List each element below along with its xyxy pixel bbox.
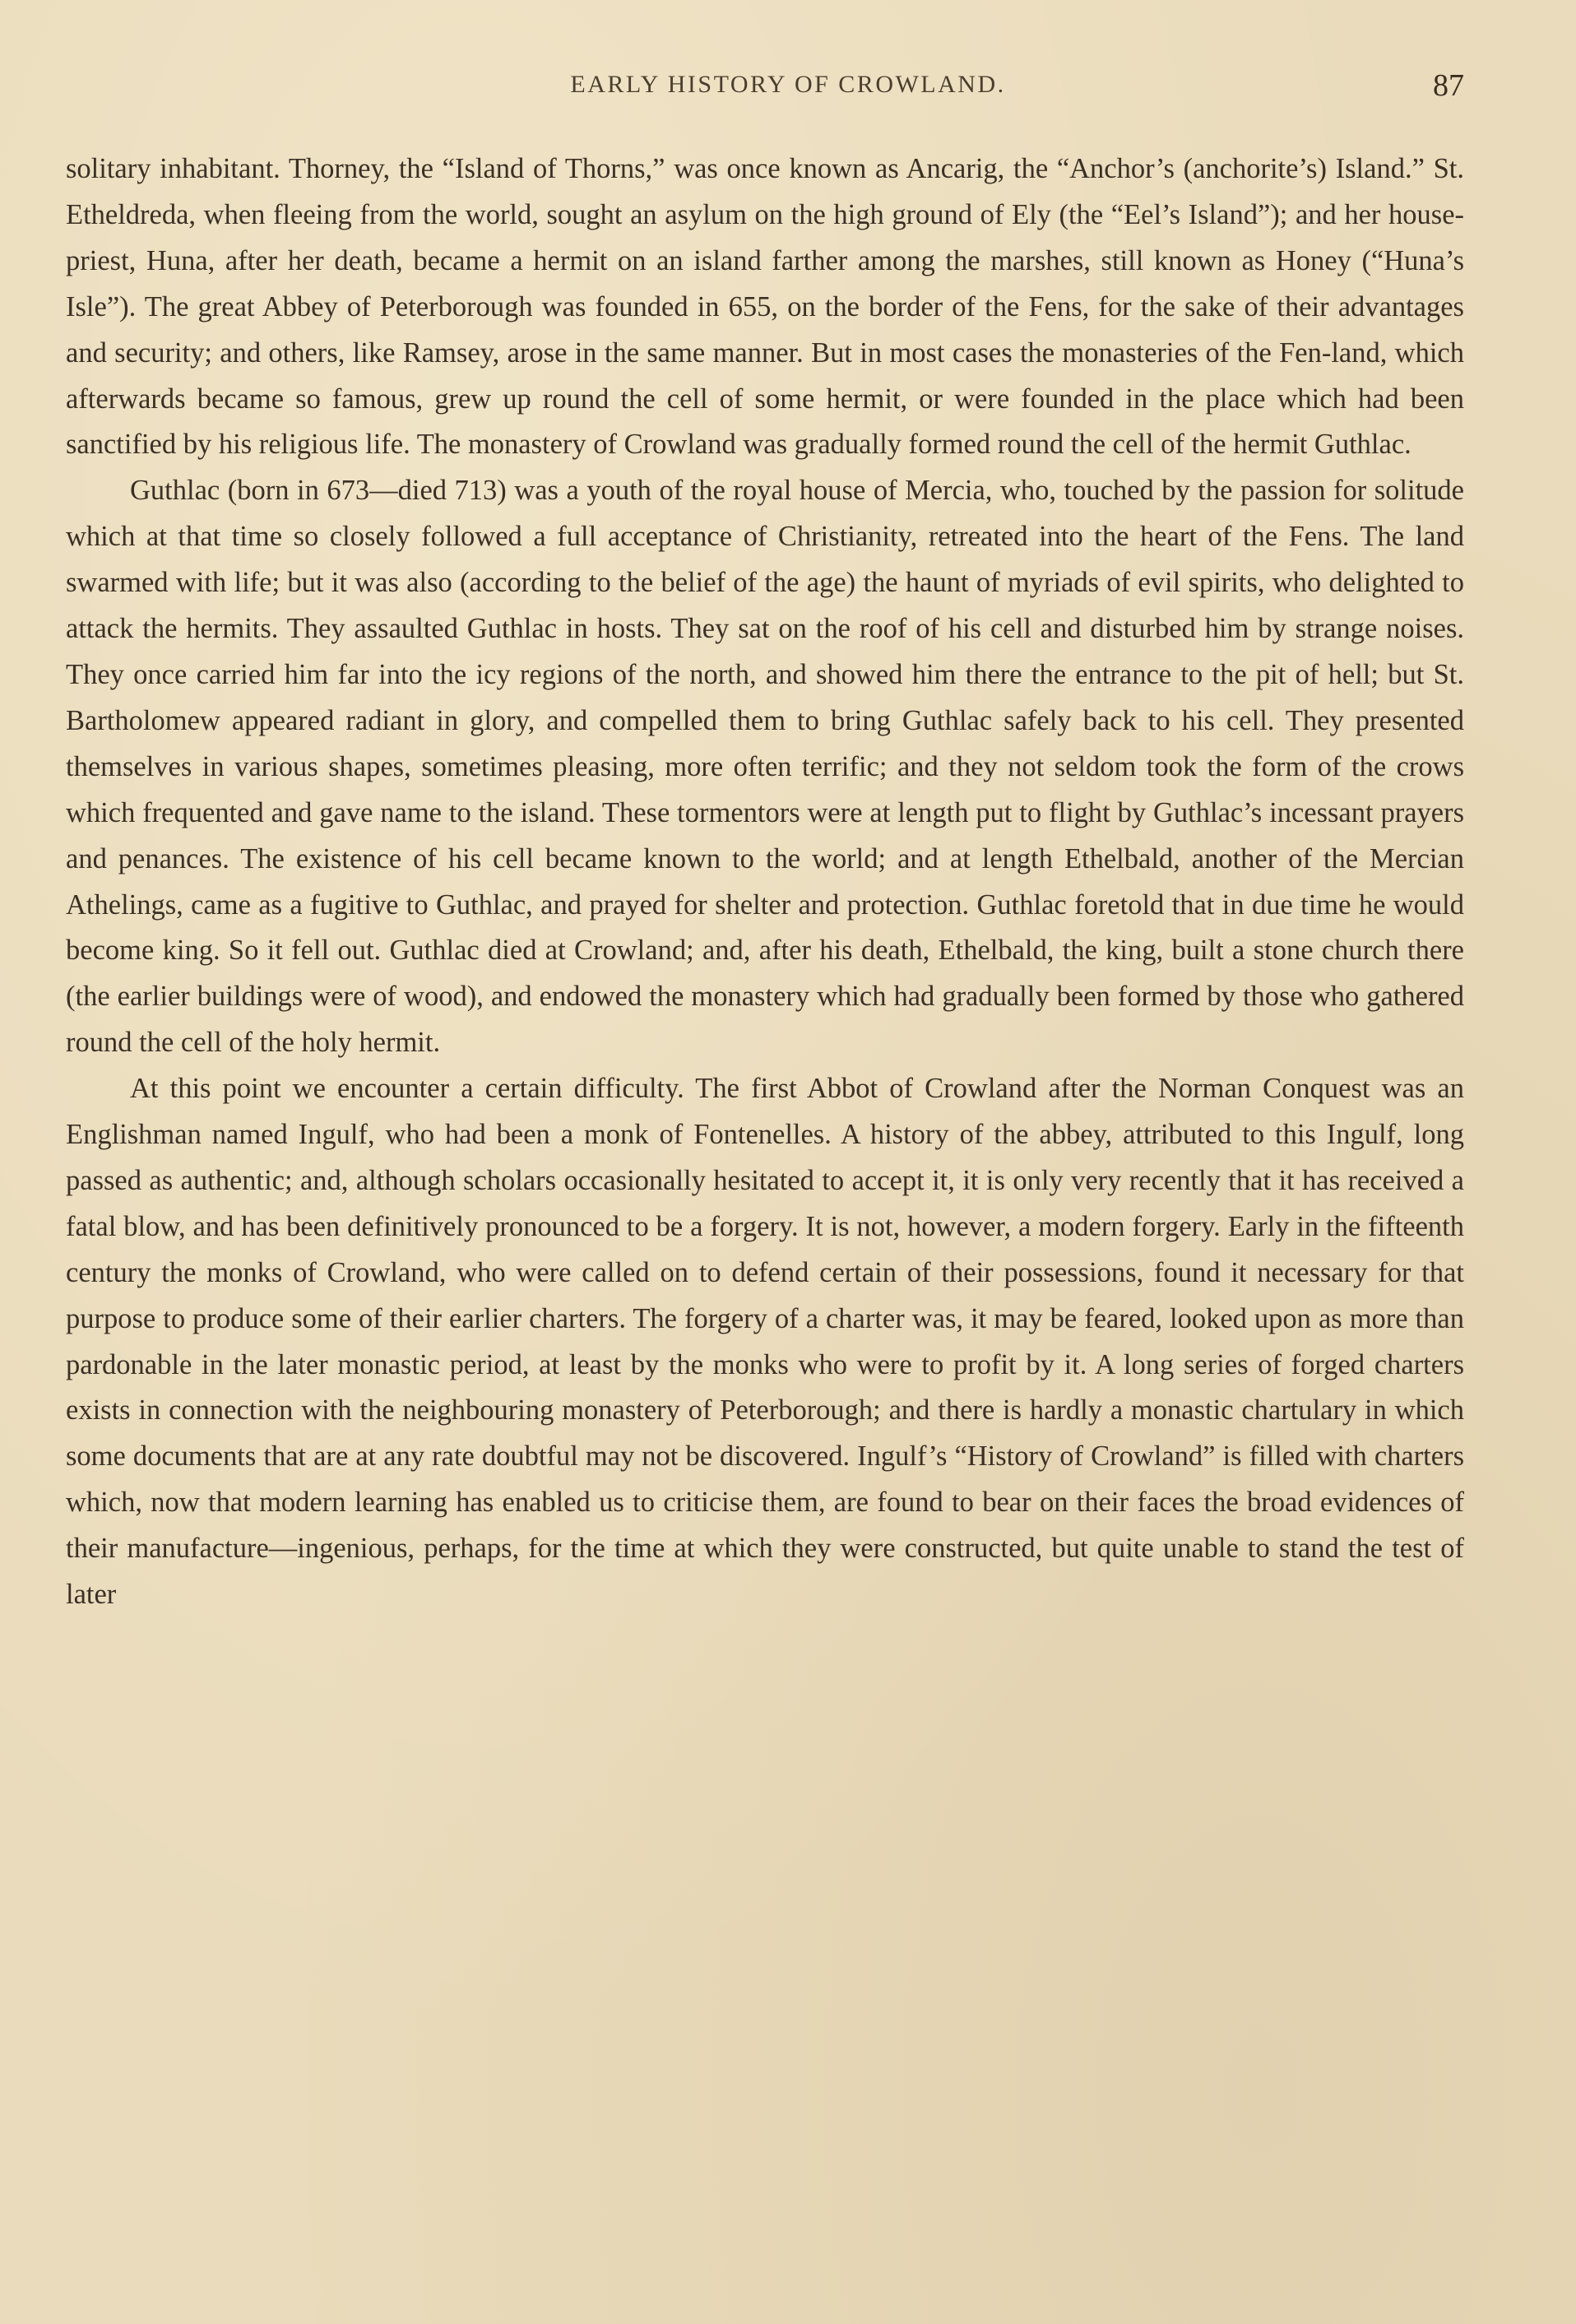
body-text	[66, 146, 1464, 1618]
paragraph-thorney-ely: solitary inhabitant. Thorney, the “Island of Thorns,” was once known as Ancarig, the “Anchor’s (anchorite’s) Island.” St. Etheldreda, when fleeing from the world, sought an asylum on the high ground of Ely (the “Eel’s Island”); and her house-priest, Huna, after her death, became a hermit on an island farther among the marshes, still known as Honey (“Huna’s Isle”). The great Abbey of Peterborough was founded in 655, on the border of the Fens, for the sake of their advantages and security; and others, like Ramsey, arose in the same manner. But in most cases the monasteries of the Fen-land, which afterwards became so famous, grew up round the cell of some hermit, or were founded in the place which had been sanctified by his religious life. The monastery of Crowland was gradually formed round the cell of the hermit Guthlac.	[66, 153, 1464, 461]
page-number: 87	[1433, 68, 1464, 103]
running-title: EARLY HISTORY OF CROWLAND.	[570, 71, 1006, 98]
paragraph-ingulf: At this point we encounter a certain difficulty. The first Abbot of Crowland after the Norman Conquest was an Englishman named Ingulf, who had been a monk of Fontenelles. A history of the abbey, attributed to this Ingulf, long passed as authentic; and, although scholars occasionally hesitated to accept it, it is only very recently that it has received a fatal blow, and has been definitively pronounced to be a forgery. It is not, however, a modern forgery. Early in the fifteenth century the monks of Crowland, who were called on to defend certain of their possessions, found it necessary for that purpose to produce some of their earlier charters. The forgery of a charter was, it may be feared, looked upon as more than pardonable in the later monastic period, at least by the monks who were to profit by it. A long series of forged charters exists in connection with the neighbouring monastery of Peterborough; and there is hardly a monastic chartulary in which some documents that are at any rate doubtful may not be discovered. Ingulf’s “History of Crowland” is filled with charters which, now that modern learning has enabled us to criticise them, are found to bear on their faces the broad evidences of their manufacture—ingenious, perhaps, for the time at which they were constructed, but quite unable to stand the test of later	[66, 1073, 1464, 1611]
paragraph-guthlac: Guthlac (born in 673—died 713) was a youth of the royal house of Mercia, who, touched by the passion for solitude which at that time so closely followed a full acceptance of Christianity, retreated into the heart of the Fens. The land swarmed with life; but it was also (according to the belief of the age) the haunt of myriads of evil spirits, who delighted to attack the hermits. They assaulted Guthlac in hosts. They sat on the roof of his cell and disturbed him by strange noises. They once carried him far into the icy regions of the north, and showed him there the entrance to the pit of hell; but St. Bartholomew appeared radiant in glory, and compelled them to bring Guthlac safely back to his cell. They presented themselves in various shapes, sometimes pleasing, more often terrific; and they not seldom took the form of the crows which frequented and gave name to the island. These tormentors were at length put to flight by Guthlac’s incessant prayers and penances. The existence of his cell became known to the world; and at length Ethelbald, another of the Mercian Athelings, came as a fugitive to Guthlac, and prayed for shelter and protection. Guthlac foretold that in due time he would become king. So it fell out. Guthlac died at Crowland; and, after his death, Ethelbald, the king, built a stone church there (the earlier buildings were of wood), and endowed the monastery which had gradually been formed by those who gathered round the cell of the holy hermit.	[66, 475, 1464, 1059]
running-head	[0, 68, 1576, 120]
